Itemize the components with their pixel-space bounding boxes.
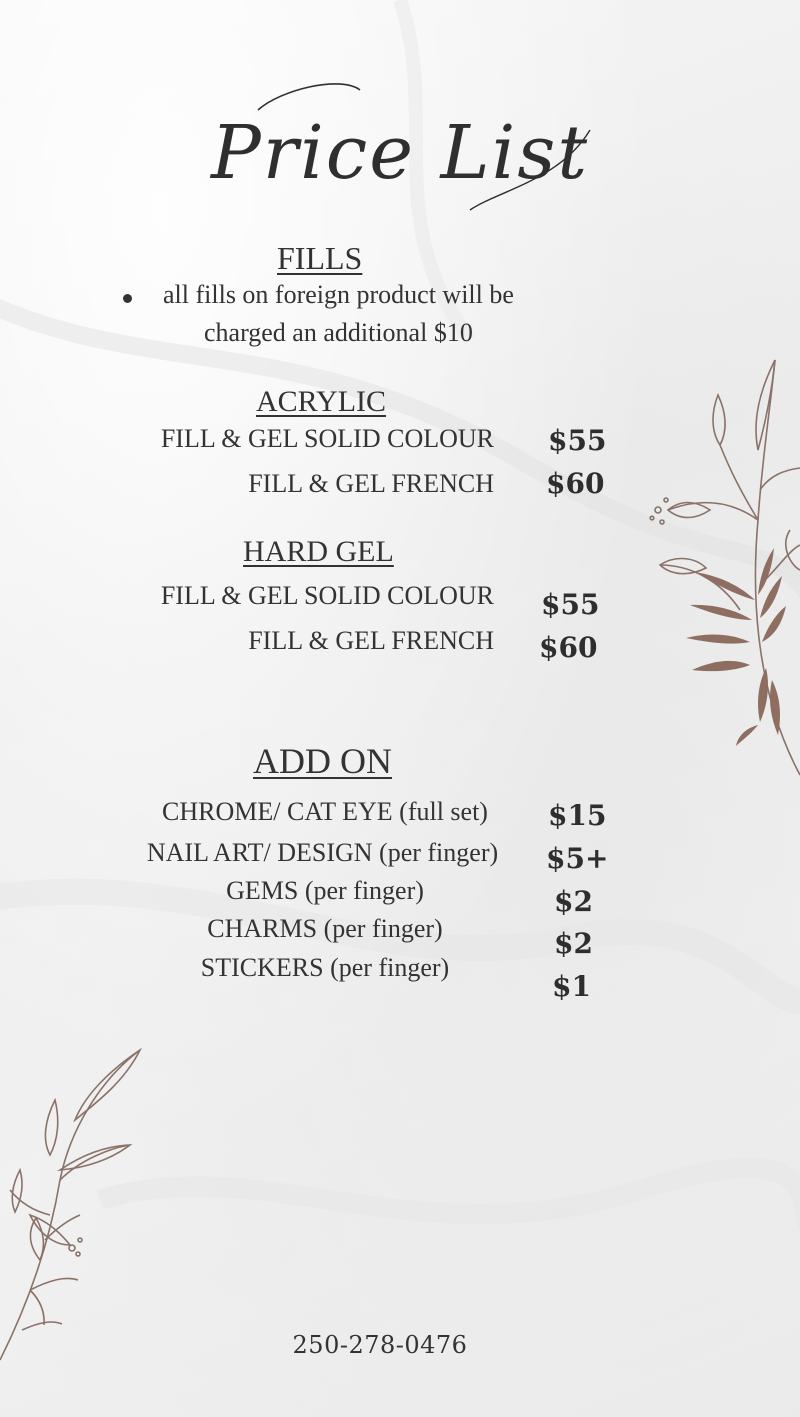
floral-branch-left-icon (0, 1040, 150, 1380)
fills-note-line2: charged an additional $10 (204, 318, 473, 347)
acrylic-item-label: FILL & GEL FRENCH (248, 469, 494, 498)
acrylic-item-price: $60 (546, 467, 605, 500)
add-on-item-label: STICKERS (per finger) (200, 953, 450, 982)
acrylic-item-price: $55 (548, 424, 607, 457)
floral-branch-right-icon (640, 350, 800, 790)
hard-gel-item-label: FILL & GEL SOLID COLOUR (160, 581, 494, 610)
acrylic-heading: ACRYLIC (256, 385, 387, 418)
add-on-item-price: $15 (548, 799, 607, 832)
add-on-item-label: GEMS (per finger) (226, 876, 424, 905)
fills-note-line1: all fills on foreign product will be (163, 280, 514, 309)
hard-gel-item-label: FILL & GEL FRENCH (248, 626, 494, 655)
bullet-icon (123, 294, 132, 303)
add-on-item-price: $5+ (546, 842, 609, 875)
add-on-heading: ADD ON (253, 741, 392, 781)
fills-heading: FILLS (277, 240, 363, 276)
acrylic-item-label: FILL & GEL SOLID COLOUR (160, 424, 494, 453)
add-on-item-price: $1 (552, 970, 591, 1003)
add-on-item-label: CHARMS (per finger) (207, 914, 443, 943)
phone-number: 250-278-0476 (292, 1331, 468, 1359)
add-on-item-label: CHROME/ CAT EYE (full set) (162, 797, 488, 826)
add-on-item-label: NAIL ART/ DESIGN (per finger) (146, 838, 499, 867)
hard-gel-item-price: $55 (541, 588, 600, 621)
add-on-item-price: $2 (554, 927, 593, 960)
add-on-item-price: $2 (554, 885, 593, 918)
hard-gel-item-price: $60 (539, 631, 598, 664)
hard-gel-heading: HARD GEL (243, 535, 394, 568)
title-text: Price List (210, 110, 590, 196)
price-list-title (200, 70, 600, 220)
